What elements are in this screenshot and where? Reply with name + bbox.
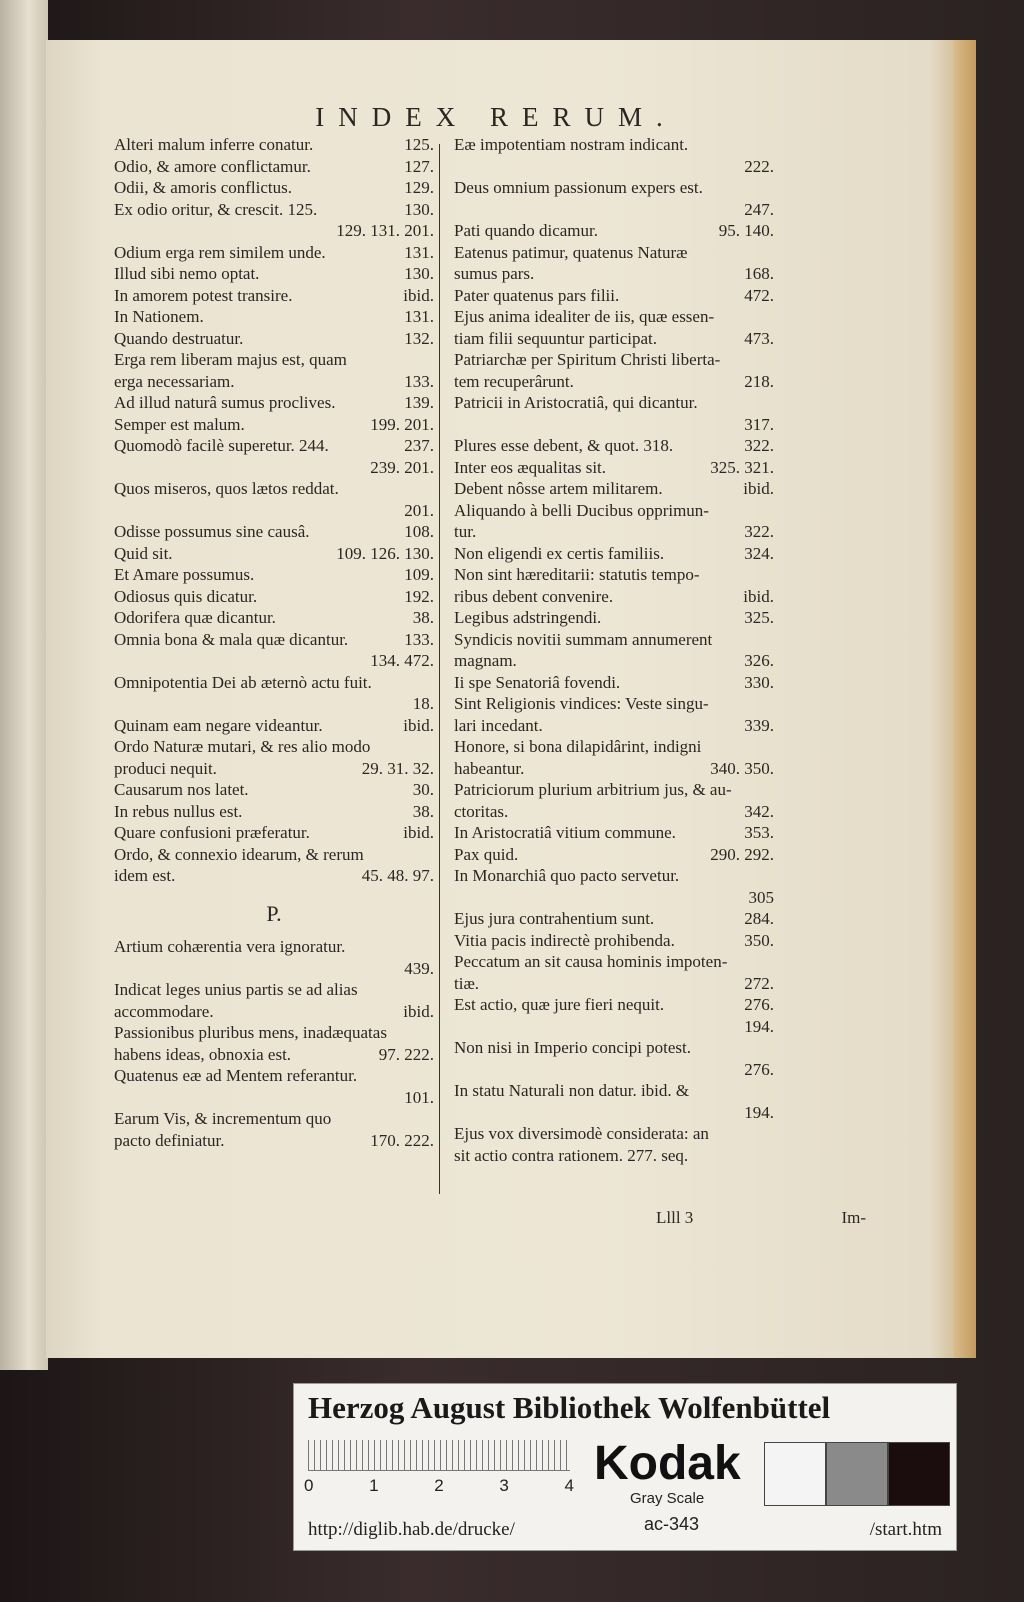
entry-text: Peccatum an sit causa hominis impoten- (454, 952, 728, 971)
entry-page-numbers: 339. (744, 715, 774, 735)
entry-page-numbers (426, 1108, 434, 1130)
entry-page-numbers (766, 1145, 774, 1167)
entry-page-numbers: 272. (744, 973, 774, 993)
entry-page-numbers: ibid. (403, 823, 434, 842)
index-entry (114, 564, 434, 586)
index-entry (454, 930, 774, 952)
index-entry (114, 1065, 434, 1087)
entry-page-numbers (766, 564, 774, 586)
index-entry (454, 586, 774, 608)
entry-page-numbers: 201. (404, 500, 434, 520)
entry-page-numbers (426, 478, 434, 500)
entry-text: Quid sit. (114, 543, 173, 563)
entry-page-numbers (426, 672, 434, 694)
entry-page-numbers (766, 134, 774, 156)
entry-text: In Monarchiâ quo pacto servetur. (454, 866, 680, 885)
entry-text: Ejus jura contrahentium sunt. (454, 909, 655, 928)
entry-text: pacto definiatur. (114, 1130, 225, 1150)
index-entry (454, 844, 774, 866)
entry-page-numbers (766, 736, 774, 758)
ruler-number: 3 (499, 1476, 509, 1495)
index-entry (114, 1001, 434, 1023)
entry-text: Odorifera quæ dicantur. (114, 608, 276, 627)
entry-text: In Aristocratiâ vitium commune. (454, 823, 676, 842)
index-entry (454, 349, 774, 371)
index-entry (454, 285, 774, 307)
index-entry (114, 715, 434, 737)
entry-page-numbers: 330. (744, 672, 774, 692)
entry-text: Eæ impotentiam nostram indicant. (454, 135, 689, 154)
entry-page-numbers: 322. (744, 436, 774, 455)
entry-text: Est actio, quæ jure fieri nequit. (454, 995, 665, 1014)
index-entry (454, 564, 774, 586)
entry-text: sumus pars. (454, 264, 535, 283)
entry-text: Quando destruatur. (114, 328, 244, 348)
entry-page-numbers: 132. (404, 328, 434, 348)
entry-page-numbers: 18. (412, 694, 434, 713)
swatch-black (888, 1442, 950, 1506)
color-target-card (293, 1383, 957, 1551)
entry-text: Causarum nos latet. (114, 780, 249, 799)
right-column (454, 134, 774, 1166)
index-entry (114, 414, 434, 436)
catchword: Im- (841, 1208, 866, 1227)
entry-page-numbers: 125. (404, 135, 434, 154)
index-entry (114, 1108, 434, 1130)
entry-page-numbers: 131. (404, 307, 434, 326)
entry-text: Ex odio oritur, & crescit. 125. (114, 199, 318, 219)
index-entry (114, 758, 434, 780)
index-entry (454, 414, 774, 436)
entry-text: Legibus adstringendi. (454, 608, 602, 627)
index-entry (114, 328, 434, 350)
entry-page-numbers: 127. (404, 156, 434, 176)
index-entry (454, 607, 774, 629)
entry-text: sit actio contra rationem. 277. seq. (454, 1145, 689, 1165)
index-entry (114, 199, 434, 221)
entry-page-numbers: 325. (744, 608, 774, 627)
entry-page-numbers: 101. (404, 1087, 434, 1107)
entry-page-numbers (426, 736, 434, 758)
signature-mark: Llll 3 (656, 1208, 694, 1227)
entry-page-numbers: 247. (744, 199, 774, 219)
entry-text: Quomodò facilè superetur. 244. (114, 436, 329, 455)
index-entry (114, 693, 434, 715)
entry-page-numbers: ibid. (403, 285, 434, 305)
entry-page-numbers: 139. (404, 393, 434, 412)
entry-page-numbers: 350. (744, 930, 774, 950)
index-entry (454, 779, 774, 801)
entry-page-numbers: 38. (412, 608, 434, 627)
index-entry (454, 242, 774, 264)
entry-page-numbers: 325. 321. (710, 457, 774, 477)
index-entry (114, 779, 434, 801)
entry-page-numbers: 324. (744, 543, 774, 563)
index-entry (454, 822, 774, 844)
entry-page-numbers (766, 242, 774, 264)
entry-page-numbers (766, 865, 774, 887)
entry-text: Quinam eam negare videantur. (114, 715, 323, 735)
entry-text: Indicat leges unius partis se ad alias (114, 980, 358, 999)
index-entry (454, 478, 774, 500)
index-entry (454, 1037, 774, 1059)
entry-text: Semper est malum. (114, 414, 245, 434)
entry-page-numbers (426, 844, 434, 866)
entry-text: Syndicis novitii summam annumerent (454, 629, 713, 649)
shelf-code: ac-343 (644, 1514, 700, 1534)
index-entry (454, 1080, 774, 1102)
entry-page-numbers (766, 693, 774, 715)
entry-text: Pax quid. (454, 844, 519, 864)
digital-library-url: http://diglib.hab.de/drucke/ (308, 1519, 515, 1540)
index-entry (114, 936, 434, 958)
entry-page-numbers: 134. 472. (370, 651, 434, 670)
entry-page-numbers (426, 349, 434, 371)
index-entry (114, 801, 434, 823)
entry-page-numbers: 276. (744, 1059, 774, 1079)
index-entry (114, 607, 434, 629)
entry-page-numbers: 38. (412, 801, 434, 821)
entry-text: Debent nôsse artem militarem. (454, 479, 663, 498)
entry-text: Patricii in Aristocratiâ, qui dicantur. (454, 393, 698, 412)
ruler-number: 4 (564, 1476, 574, 1495)
section-letter: P. (266, 900, 282, 926)
ruler-numbers (304, 1476, 574, 1496)
entry-text: Ejus anima idealiter de iis, quæ essen- (454, 307, 715, 326)
entry-page-numbers: 130. (404, 264, 434, 283)
entry-page-numbers: 290. 292. (710, 844, 774, 864)
index-entry (454, 1145, 774, 1167)
entry-text: Passionibus pluribus mens, inadæquatas (114, 1023, 387, 1042)
entry-text: Deus omnium passionum expers est. (454, 178, 703, 197)
index-entry (454, 1123, 774, 1145)
index-entry (114, 156, 434, 178)
entry-page-numbers (766, 1080, 774, 1102)
entry-page-numbers: 237. (404, 436, 434, 455)
index-entry (454, 650, 774, 672)
entry-text: Odisse possumus sine causâ. (114, 522, 310, 541)
index-entry (114, 822, 434, 844)
entry-page-numbers: 29. 31. 32. (361, 758, 434, 778)
index-entry (454, 1059, 774, 1081)
entry-text: Omnia bona & mala quæ dicantur. (114, 629, 349, 649)
entry-page-numbers: 322. (744, 522, 774, 541)
index-entry (454, 693, 774, 715)
index-entry (454, 156, 774, 178)
entry-text: ctoritas. (454, 801, 509, 821)
index-entry (114, 371, 434, 393)
entry-page-numbers: 317. (744, 414, 774, 434)
entry-text: Ad illud naturâ sumus proclives. (114, 393, 336, 412)
entry-page-numbers: 239. 201. (370, 457, 434, 477)
entry-text: tiæ. (454, 973, 480, 993)
entry-text: In rebus nullus est. (114, 801, 243, 821)
index-entry (114, 521, 434, 543)
index-entry (454, 758, 774, 780)
entry-text: In amorem potest transire. (114, 285, 293, 305)
index-entry (454, 134, 774, 156)
entry-page-numbers (766, 629, 774, 651)
entry-text: tem recuperârunt. (454, 371, 574, 391)
index-entry (114, 177, 434, 199)
entry-text: Inter eos æqualitas sit. (454, 457, 607, 477)
entry-text: habens ideas, obnoxia est. (114, 1044, 292, 1064)
index-entry (454, 908, 774, 930)
entry-text: Patriarchæ per Spiritum Christi liberta- (454, 350, 721, 369)
index-entry (114, 285, 434, 307)
entry-page-numbers: 222. (744, 156, 774, 176)
entry-page-numbers (766, 349, 774, 371)
left-column (114, 134, 434, 1151)
index-entry (454, 177, 774, 199)
index-entry (454, 500, 774, 522)
entry-page-numbers (426, 1022, 434, 1044)
index-entry (454, 629, 774, 651)
entry-text: Eatenus patimur, quatenus Naturæ (454, 242, 688, 262)
ruler-number: 2 (434, 1476, 444, 1495)
swatch-white (764, 1442, 826, 1506)
entry-text: In statu Naturali non datur. ibid. & (454, 1081, 690, 1100)
index-entry (454, 457, 774, 479)
running-header: INDEX RERUM. (315, 102, 677, 132)
entry-page-numbers: 129. (404, 178, 434, 197)
entry-page-numbers: 353. (744, 823, 774, 842)
index-entry (454, 1102, 774, 1124)
index-entry (114, 220, 434, 242)
entry-text: Non sint hæreditarii: statutis tempo- (454, 565, 700, 584)
entry-page-numbers: 194. (744, 1102, 774, 1122)
scale-ruler (308, 1440, 570, 1471)
kodak-logo: Kodak (594, 1437, 741, 1490)
entry-page-numbers (766, 1037, 774, 1059)
entry-text: In Nationem. (114, 307, 204, 326)
index-entry (454, 521, 774, 543)
entry-text: Odium erga rem similem unde. (114, 242, 326, 262)
page-footer (656, 1208, 866, 1228)
index-entry (114, 650, 434, 672)
swatch-gray (826, 1442, 888, 1506)
entry-text: Illud sibi nemo optat. (114, 264, 260, 283)
entry-text: Quatenus eæ ad Mentem referantur. (114, 1066, 358, 1085)
entry-page-numbers (766, 392, 774, 414)
index-entry (114, 958, 434, 980)
entry-page-numbers: 472. (744, 285, 774, 305)
index-entry (114, 457, 434, 479)
index-entry (454, 672, 774, 694)
index-entry (114, 543, 434, 565)
entry-text: tur. (454, 522, 477, 541)
index-entry (454, 306, 774, 328)
entry-text: Non nisi in Imperio concipi potest. (454, 1038, 692, 1057)
gray-scale-label: Gray Scale (630, 1490, 705, 1507)
entry-text: Odiosus quis dicatur. (114, 586, 258, 606)
gray-swatches (764, 1442, 950, 1506)
index-entry (454, 435, 774, 457)
entry-page-numbers (766, 951, 774, 973)
entry-text: Alteri malum inferre conatur. (114, 135, 314, 154)
index-entry (114, 672, 434, 694)
index-entry (454, 736, 774, 758)
index-entry (454, 199, 774, 221)
index-entry (114, 500, 434, 522)
entry-text: Sint Religionis vindices: Veste singu- (454, 694, 709, 713)
entry-page-numbers: 109. 126. 130. (336, 543, 434, 563)
entry-page-numbers (426, 979, 434, 1001)
index-entry (454, 371, 774, 393)
entry-text: Ordo Naturæ mutari, & res alio modo (114, 737, 371, 756)
entry-page-numbers: 45. 48. 97. (361, 866, 434, 885)
entry-text: Honore, si bona dilapidârint, indigni (454, 737, 702, 756)
entry-text: Ejus vox diversimodè considerata: an (454, 1124, 709, 1143)
entry-text: magnam. (454, 651, 517, 670)
entry-text: Aliquando à belli Ducibus opprimun- (454, 500, 709, 520)
index-entry (114, 478, 434, 500)
entry-text: ribus debent convenire. (454, 586, 614, 606)
entry-text: Non eligendi ex certis familiis. (454, 543, 665, 563)
entry-text: Plures esse debent, & quot. 318. (454, 436, 674, 455)
index-entry (114, 979, 434, 1001)
entry-page-numbers: 131. (404, 242, 434, 262)
entry-page-numbers (766, 779, 774, 801)
entry-text: lari incedant. (454, 715, 543, 735)
entry-page-numbers: 342. (744, 801, 774, 821)
index-entry (114, 435, 434, 457)
ruler-number: 1 (369, 1476, 379, 1495)
entry-page-numbers: 276. (744, 995, 774, 1014)
library-name: Herzog August Bibliothek Wolfenbüttel (308, 1390, 831, 1425)
entry-page-numbers: 194. (744, 1016, 774, 1036)
entry-text: Quare confusioni præferatur. (114, 823, 310, 842)
entry-text: accommodare. (114, 1001, 214, 1021)
entry-page-numbers: 109. (404, 565, 434, 584)
entry-text: produci nequit. (114, 758, 217, 778)
entry-page-numbers: 168. (744, 264, 774, 283)
entry-page-numbers: 108. (404, 522, 434, 541)
index-entry (454, 994, 774, 1016)
entry-page-numbers: 473. (744, 328, 774, 348)
entry-text: Patriciorum plurium arbitrium jus, & au- (454, 780, 732, 799)
index-entry (454, 263, 774, 285)
entry-page-numbers (766, 306, 774, 328)
index-entry (454, 973, 774, 995)
entry-text: Odio, & amore conflictamur. (114, 156, 311, 176)
entry-text: erga necessariam. (114, 371, 235, 391)
index-entry (454, 328, 774, 350)
entry-text: Pater quatenus pars filii. (454, 285, 620, 305)
index-entry (114, 263, 434, 285)
index-entry (114, 306, 434, 328)
entry-page-numbers (766, 1123, 774, 1145)
index-entry (454, 951, 774, 973)
entry-text: Pati quando dicamur. (454, 221, 599, 240)
index-entry (114, 1044, 434, 1066)
index-entry (114, 629, 434, 651)
index-entry (114, 865, 434, 887)
entry-page-numbers: 129. 131. 201. (336, 221, 434, 240)
entry-page-numbers: 326. (744, 651, 774, 670)
entry-page-numbers: 97. 222. (378, 1044, 434, 1064)
entry-page-numbers: 133. (404, 371, 434, 391)
ruler-number: 0 (304, 1476, 314, 1495)
entry-text: Artium cohærentia vera ignoratur. (114, 937, 346, 956)
entry-page-numbers (426, 1065, 434, 1087)
entry-page-numbers (426, 936, 434, 958)
index-entry (454, 865, 774, 887)
entry-text: Et Amare possumus. (114, 565, 255, 584)
index-entry (114, 1022, 434, 1044)
index-entry (454, 392, 774, 414)
facing-page-edge (0, 0, 48, 1370)
entry-page-numbers: 192. (404, 586, 434, 606)
entry-page-numbers: 95. 140. (718, 221, 774, 240)
entry-page-numbers: 218. (744, 371, 774, 391)
index-entry (114, 1087, 434, 1109)
index-entry (454, 1016, 774, 1038)
entry-page-numbers: 439. (404, 958, 434, 978)
entry-page-numbers: ibid. (743, 586, 774, 606)
entry-text: idem est. (114, 866, 176, 885)
index-entry (114, 586, 434, 608)
entry-text: Omnipotentia Dei ab æternò actu fuit. (114, 672, 372, 692)
index-entry (114, 349, 434, 371)
entry-page-numbers: 340. 350. (710, 758, 774, 778)
entry-text: Erga rem liberam majus est, quam (114, 350, 347, 369)
index-entry (454, 715, 774, 737)
entry-text: Ordo, & connexio idearum, & rerum (114, 844, 364, 864)
entry-text: habeantur. (454, 758, 525, 778)
page-edge (954, 40, 976, 1358)
index-entry (114, 242, 434, 264)
index-entry (454, 543, 774, 565)
entry-page-numbers: 305 (748, 887, 774, 907)
index-entry (114, 134, 434, 156)
index-entry (454, 887, 774, 909)
index-entry (454, 801, 774, 823)
index-entry (454, 220, 774, 242)
entry-text: tiam filii sequuntur participat. (454, 328, 658, 348)
index-entry (114, 1130, 434, 1152)
entry-text: Odii, & amoris conflictus. (114, 178, 293, 197)
entry-page-numbers: 133. (404, 629, 434, 649)
index-entry (114, 844, 434, 866)
entry-page-numbers (766, 500, 774, 522)
entry-page-numbers: 170. 222. (370, 1130, 434, 1150)
entry-text: Earum Vis, & incrementum quo (114, 1109, 332, 1128)
column-divider (439, 144, 440, 1194)
entry-page-numbers: 284. (744, 909, 774, 928)
entry-text: Ii spe Senatoriâ fovendi. (454, 672, 621, 692)
index-entry (114, 392, 434, 414)
entry-page-numbers: 30. (412, 780, 434, 799)
entry-text: Quos miseros, quos lætos reddat. (114, 479, 339, 498)
entry-page-numbers: ibid. (403, 1001, 434, 1021)
entry-text: Vitia pacis indirectè prohibenda. (454, 930, 675, 950)
entry-page-numbers: 199. 201. (370, 414, 434, 434)
entry-page-numbers (766, 177, 774, 199)
entry-page-numbers: 130. (404, 199, 434, 219)
index-entry (114, 736, 434, 758)
start-path: /start.htm (869, 1519, 942, 1540)
book-page (46, 40, 976, 1358)
entry-page-numbers: ibid. (743, 479, 774, 498)
entry-page-numbers: ibid. (403, 715, 434, 735)
